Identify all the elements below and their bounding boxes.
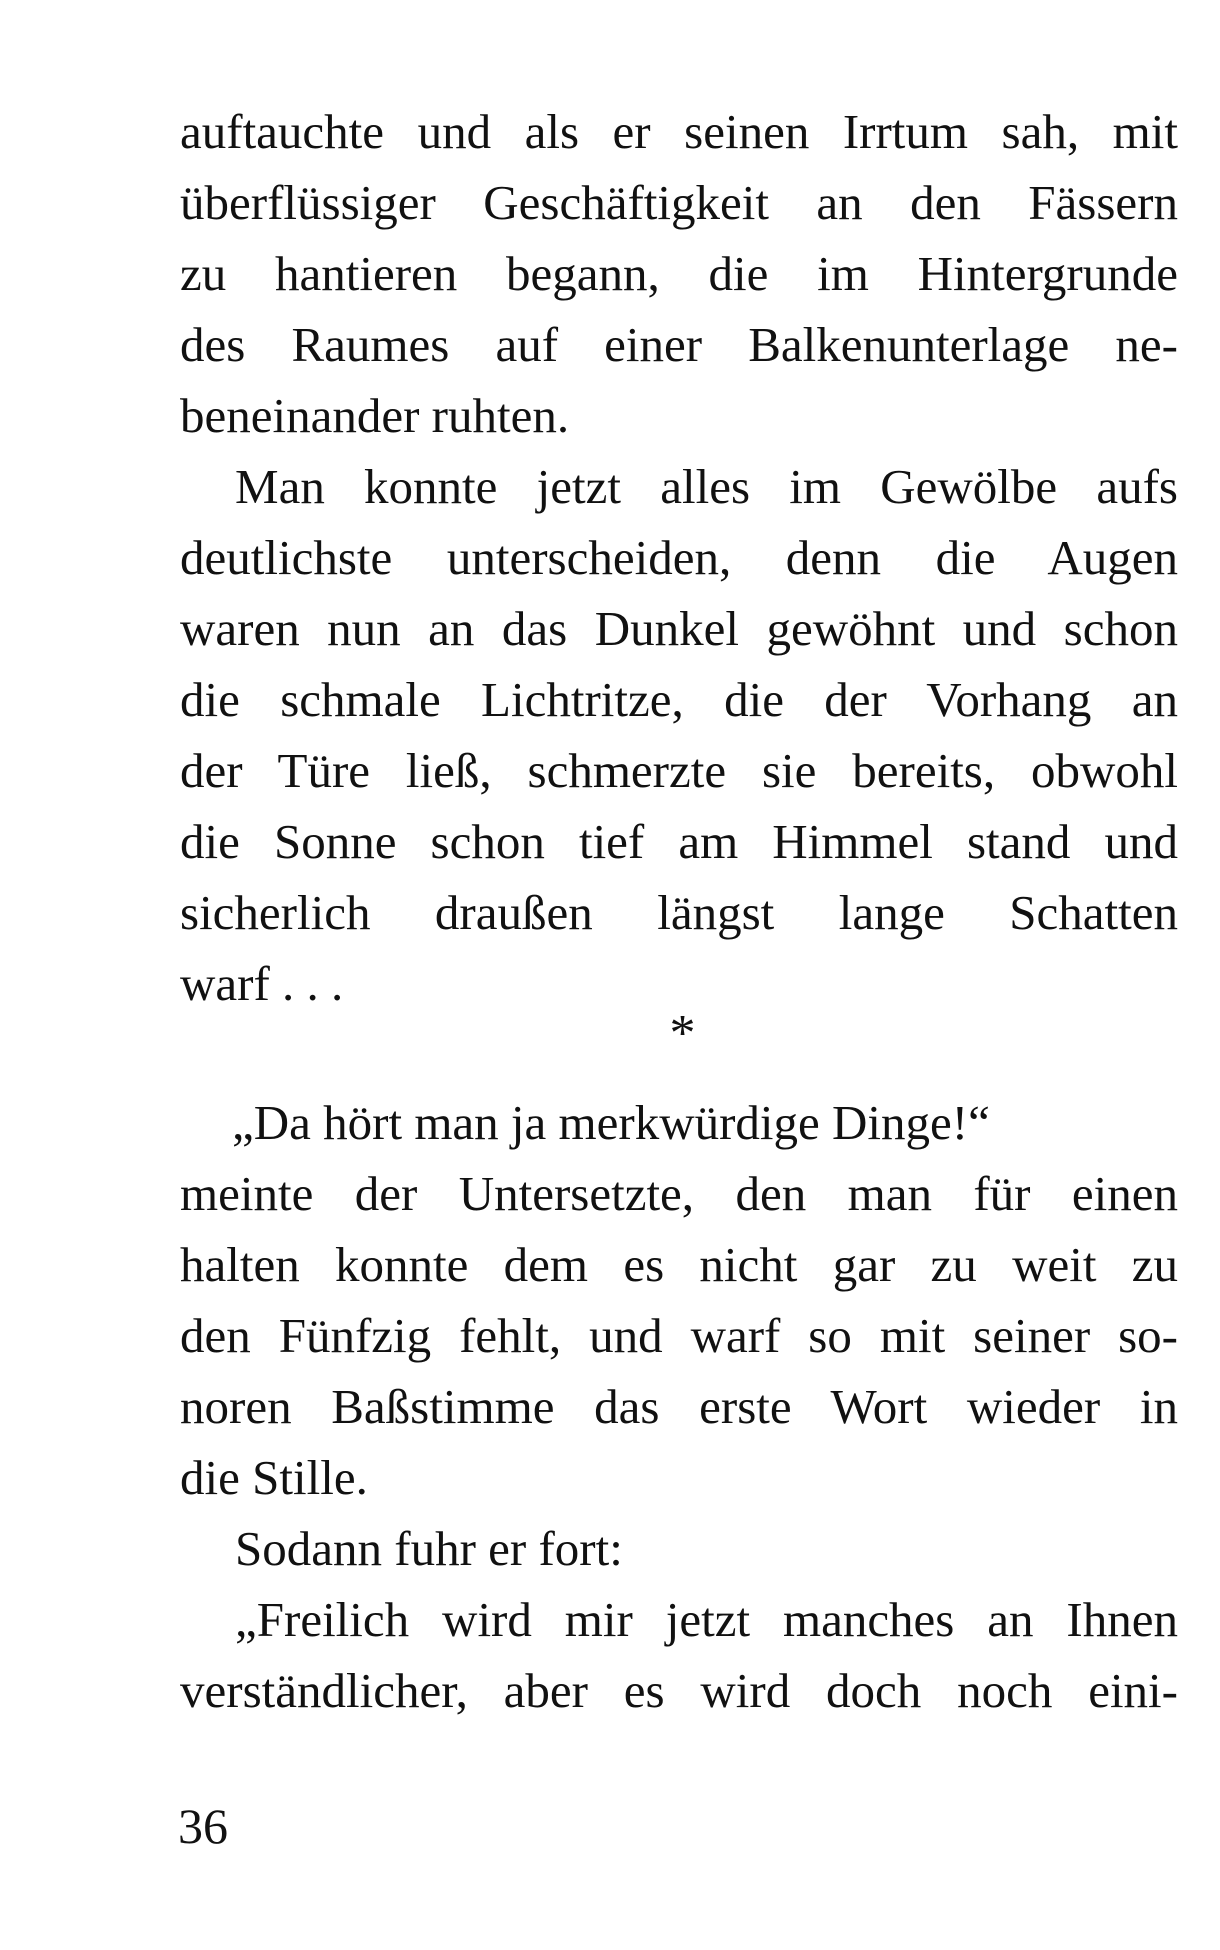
text-line: zu hantieren begann, die im Hintergrunde xyxy=(180,246,1178,301)
text-line: überflüssiger Geschäftigkeit an den Fässern xyxy=(180,175,1178,230)
text-line: die Sonne schon tief am Himmel stand und xyxy=(180,814,1178,869)
text-line: „Freilich wird mir jetzt manches an Ihnen xyxy=(235,1592,1178,1647)
text-line: deutlichste unterscheiden, denn die Augen xyxy=(180,530,1178,585)
paragraph-2 xyxy=(180,451,1178,1019)
text-line: „Da hört man ja merkwürdige Dinge!“ xyxy=(232,1095,990,1150)
text-line: der Türe ließ, schmerzte sie bereits, obwohl xyxy=(180,743,1178,798)
text-line: halten konnte dem es nicht gar zu weit zu xyxy=(180,1237,1178,1292)
text-line: Sodann fuhr er fort: xyxy=(235,1521,623,1576)
text-line: die Stille. xyxy=(180,1450,368,1505)
text-line: sicherlich draußen längst lange Schatten xyxy=(180,885,1178,940)
text-line: Man konnte jetzt alles im Gewölbe aufs xyxy=(235,459,1178,514)
text-line: auftauchte und als er seinen Irrtum sah, mit xyxy=(180,104,1178,159)
paragraph-4 xyxy=(180,1513,1178,1584)
text-line: des Raumes auf einer Balkenunterlage ne- xyxy=(180,317,1178,372)
page-number: 36 xyxy=(178,1798,228,1854)
paragraph-5 xyxy=(180,1584,1178,1726)
section-break-asterisk: * xyxy=(669,1005,696,1062)
paragraph-1 xyxy=(180,96,1178,451)
text-line: noren Baßstimme das erste Wort wieder in xyxy=(180,1379,1178,1434)
text-line: meinte der Untersetzte, den man für einen xyxy=(180,1166,1178,1221)
text-line: warf . . . xyxy=(180,956,344,1011)
paragraph-3 xyxy=(180,1087,1178,1513)
text-line: die schmale Lichtritze, die der Vorhang an xyxy=(180,672,1178,727)
text-line: waren nun an das Dunkel gewöhnt und schon xyxy=(180,601,1178,656)
text-line: verständlicher, aber es wird doch noch eini- xyxy=(180,1663,1178,1718)
text-line: beneinander ruhten. xyxy=(180,388,570,443)
text-line: den Fünfzig fehlt, und warf so mit seiner so- xyxy=(180,1308,1178,1363)
